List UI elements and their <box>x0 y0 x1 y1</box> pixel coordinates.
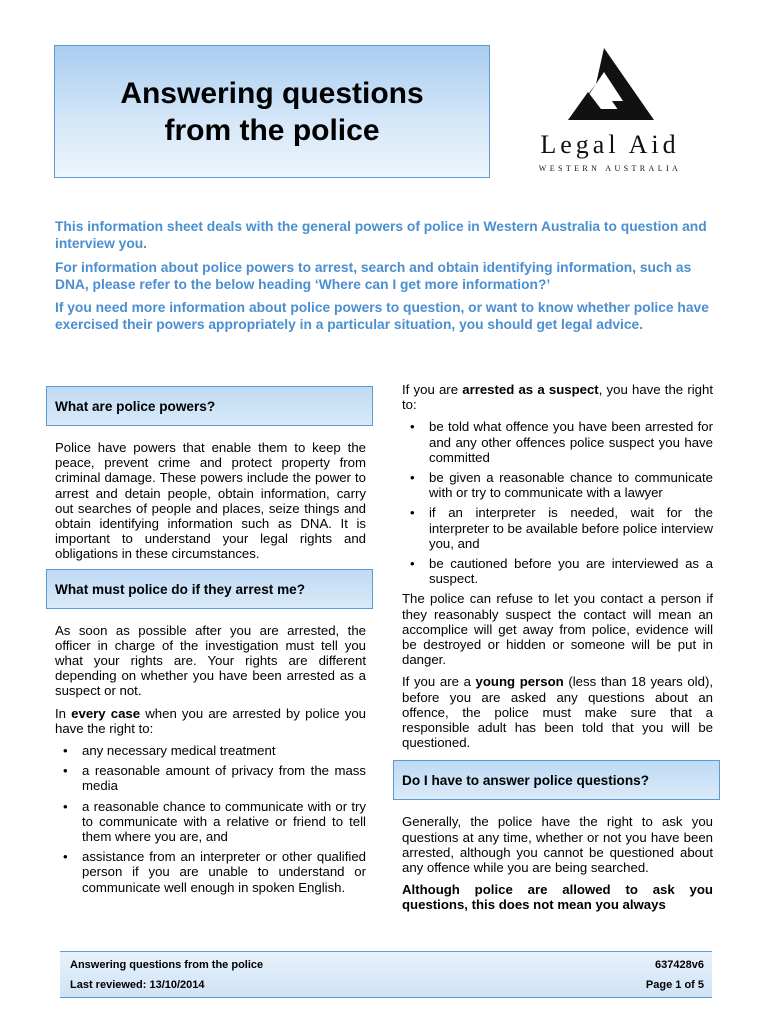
last-reviewed: Last reviewed: 13/10/2014 <box>70 979 205 991</box>
every-case-list <box>55 743 366 895</box>
footer-title: Answering questions from the police <box>70 959 264 971</box>
list-item: • be cautioned before you are interviewed as a suspect. <box>410 556 713 587</box>
young-person-paragraph: If you are a young person (less than 18 years old), before you are asked any questions about an offence, the police must make sure that a responsible adult has been told that you will be questioned. <box>402 674 714 751</box>
suspect-paragraph: If you are arrested as a suspect, you have the right to: <box>402 382 713 413</box>
page-title <box>120 75 423 149</box>
suspect-rights-list <box>402 419 713 586</box>
arrest-paragraph: As soon as possible after you are arrested, the officer in charge of the investigation must tell you what your rights are. Your rights are different depending on whether you have been arrested as a suspect or not. <box>55 622 366 699</box>
title-line-2: from the police <box>164 113 380 147</box>
list-item: • a reasonable chance to communicate with or try to communicate with a relative or friend to tell them where you are, and <box>63 798 366 845</box>
list-item: • be given a reasonable chance to communicate with or try to communicate with a lawyer <box>410 470 713 501</box>
list-item: • a reasonable amount of privacy from the mass media <box>63 763 366 794</box>
allowed-questions-paragraph: Although police are allowed to ask you questions, this does not mean you always <box>402 882 713 913</box>
page-footer <box>60 951 712 998</box>
intro-section <box>55 218 717 340</box>
legal-aid-triangle-mark <box>568 48 654 120</box>
page-number: Page 1 of 5 <box>645 979 704 991</box>
intro-paragraph-1: This information sheet deals with the general powers of police in Western Australia to question and interview you. <box>55 219 707 252</box>
section-heading-answer-questions: Do I have to answer police questions? <box>393 760 720 800</box>
every-case-paragraph: In every case when you are arrested by police you have the right to: <box>55 705 366 736</box>
right-column <box>402 382 713 920</box>
title-box <box>54 45 490 178</box>
list-item: • be told what offence you have been arrested for and any other offences police suspect you have committed <box>410 419 713 465</box>
list-item: • any necessary medical treatment <box>63 743 276 759</box>
questions-paragraph: Generally, the police have the right to ask you questions at any time, whether or not you have been arrested, although you cannot be questioned about any offence while you are being searched. <box>402 814 713 876</box>
section-heading-arrest: What must police do if they arrest me? <box>46 569 373 609</box>
logo-name: Legal Aid <box>540 130 680 159</box>
police-powers-paragraph: Police have powers that enable them to keep the peace, prevent crime and protect property from criminal damage. These powers include the power to arrest and detain people, obtain information, carry out searches of people and places, seize things and obtain identifying information such as DNA. It is important to understand your legal rights and obligations in these circumstances. <box>55 440 366 562</box>
list-item: • assistance from an interpreter or other qualified person if you are unable to understand or communicate well enough in spoken English. <box>63 849 366 895</box>
refuse-contact-paragraph: The police can refuse to let you contact a person if they reasonably suspect the contact will mean an accomplice will get away from police, evidence will be destroyed or hidden or someone will be put in danger. <box>402 591 713 668</box>
list-item: • if an interpreter is needed, wait for the interpreter to be available before police interview you, and <box>410 505 713 551</box>
intro-paragraph-2: For information about police powers to arrest, search and obtain identifying information, such as DNA, please refer to the below heading ‘Where can I get more information?’ <box>55 259 692 292</box>
logo-subtitle: WESTERN AUSTRALIA <box>538 164 682 173</box>
section-heading-police-powers: What are police powers? <box>46 386 373 426</box>
legal-aid-logo <box>512 48 708 178</box>
document-code: 637428v6 <box>655 959 704 971</box>
left-column <box>55 382 366 900</box>
intro-paragraph-3: If you need more information about police powers to question, or want to know whether police have exercised their powers appropriately in a particular situation, you should get legal advice. <box>55 300 709 333</box>
title-line-1: Answering questions <box>120 76 424 110</box>
